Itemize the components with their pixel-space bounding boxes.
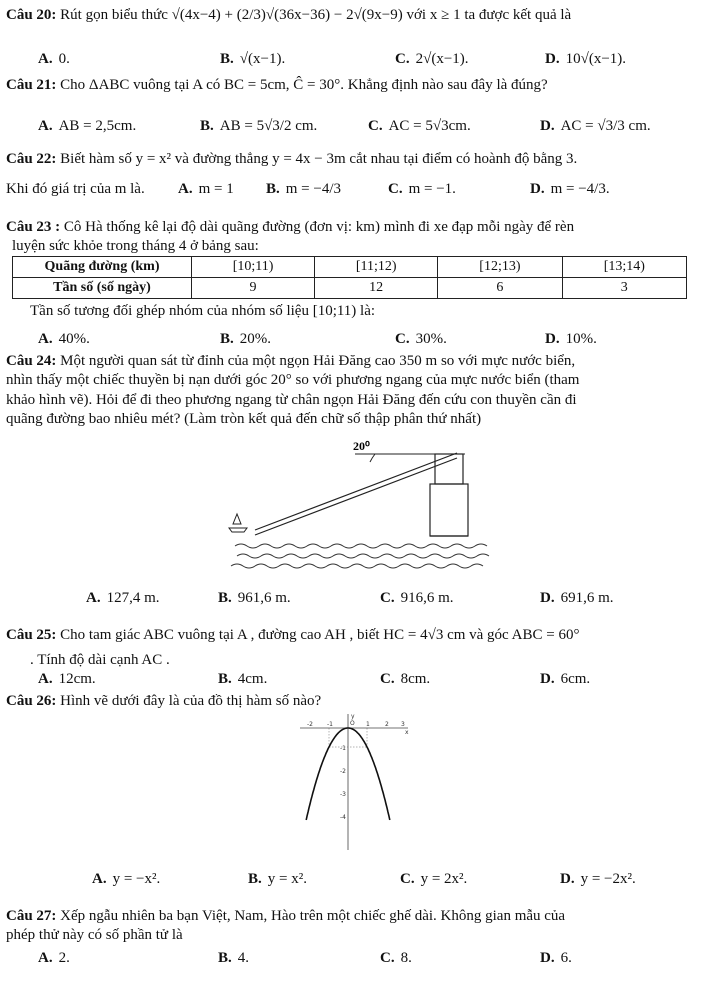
option-text: y = 2x². xyxy=(420,871,468,887)
y-tick-label: -4 xyxy=(340,814,346,821)
option-text: 8. xyxy=(400,950,412,966)
q23-option-a[interactable] xyxy=(38,330,90,348)
option-letter: C. xyxy=(380,950,395,966)
q26-text: Hình vẽ dưới đây là của đồ thị hàm số nào? xyxy=(60,693,322,709)
q26-option-c[interactable] xyxy=(400,870,467,888)
q23-label: Câu 23 : xyxy=(6,219,61,235)
q24-option-c[interactable] xyxy=(380,589,454,607)
option-text: 691,6 m. xyxy=(560,590,614,606)
option-letter: B. xyxy=(248,871,262,887)
table-row xyxy=(13,278,687,299)
q26-label: Câu 26: xyxy=(6,693,57,709)
q22-option-a[interactable] xyxy=(178,180,234,198)
option-text: m = 1 xyxy=(198,181,234,197)
frequency-table xyxy=(12,256,687,299)
option-letter: A. xyxy=(86,590,101,606)
x-tick-label: -1 xyxy=(327,721,333,728)
q25-option-b[interactable] xyxy=(218,670,267,688)
q22-option-d[interactable] xyxy=(530,180,610,198)
q26-option-d[interactable] xyxy=(560,870,636,888)
option-letter: C. xyxy=(400,871,415,887)
option-letter: C. xyxy=(395,51,410,67)
q21-option-a[interactable] xyxy=(38,117,136,135)
q27-text: Xếp ngẫu nhiên ba bạn Việt, Nam, Hào trên một chiếc ghế dài. Không gian mẫu của xyxy=(60,908,566,924)
option-letter: D. xyxy=(540,671,555,687)
option-letter: A. xyxy=(38,671,53,687)
q22-stem-2: Khi đó giá trị của m là. xyxy=(6,181,145,197)
q21-stem xyxy=(6,76,548,94)
q23-option-d[interactable] xyxy=(545,330,597,348)
option-text: 8cm. xyxy=(400,671,431,687)
q24-stem-4: quãng đường bao nhiêu mét? (Làm tròn kết quả đến chữ số thập phân thứ nhất) xyxy=(6,411,482,427)
option-text: 4. xyxy=(237,950,250,966)
q23-option-c[interactable] xyxy=(395,330,447,348)
option-text: 12cm. xyxy=(58,671,96,687)
option-letter: D. xyxy=(530,181,545,197)
option-text: AC = √3/3 cm. xyxy=(560,118,651,134)
option-letter: C. xyxy=(388,181,403,197)
q27-label: Câu 27: xyxy=(6,908,57,924)
q21-option-d[interactable] xyxy=(540,117,651,135)
option-letter: C. xyxy=(395,331,410,347)
option-text: 127,4 m. xyxy=(106,590,160,606)
q27-option-b[interactable] xyxy=(218,949,249,967)
table-header-cell: Tần số (số ngày) xyxy=(13,278,192,299)
q25-text: Cho tam giác ABC vuông tại A , đường cao AH , biết HC = 4√3 cm và góc ABC = 60° xyxy=(60,627,580,643)
option-text: 961,6 m. xyxy=(237,590,291,606)
table-cell: [11;12) xyxy=(315,257,438,278)
table-cell: [13;14) xyxy=(562,257,686,278)
option-letter: D. xyxy=(545,51,560,67)
q24-option-b[interactable] xyxy=(218,589,291,607)
x-axis-label: x xyxy=(405,729,409,736)
q24-text: Một người quan sát từ đỉnh của một ngọn Hải Đăng cao 350 m so với mực nước biển, xyxy=(60,353,576,369)
q21-option-b[interactable] xyxy=(200,117,317,135)
y-tick-label: -3 xyxy=(340,791,346,798)
option-text: AC = 5√3cm. xyxy=(388,118,471,134)
option-letter: B. xyxy=(220,51,234,67)
q23-question: Tần số tương đối ghép nhóm của nhóm số liệu [10;11) là: xyxy=(30,303,376,319)
option-letter: B. xyxy=(220,331,234,347)
option-letter: A. xyxy=(38,118,53,134)
q21-label: Câu 21: xyxy=(6,77,57,93)
option-letter: B. xyxy=(218,950,232,966)
option-text: 0. xyxy=(58,51,70,67)
option-text: m = −4/3. xyxy=(550,181,610,197)
q20-label: Câu 20: xyxy=(6,7,57,23)
option-text: 20%. xyxy=(239,331,272,347)
option-text: √(x−1). xyxy=(239,51,286,67)
q22-option-c[interactable] xyxy=(388,180,456,198)
option-letter: C. xyxy=(380,671,395,687)
y-axis-label: y xyxy=(351,713,355,720)
table-cell: 9 xyxy=(192,278,315,299)
angle-label: 20⁰ xyxy=(353,439,370,453)
option-text: y = −x². xyxy=(112,871,161,887)
q23-text: Cô Hà thống kê lại độ dài quãng đường (đơn vị: km) mình đi xe đạp mỗi ngày để rèn xyxy=(63,219,575,235)
q24-label: Câu 24: xyxy=(6,353,57,369)
q26-stem xyxy=(6,692,321,710)
q25-stem-2: . Tính độ dài cạnh AC . xyxy=(30,652,170,668)
option-text: m = −4/3 xyxy=(285,181,342,197)
option-text: AB = 2,5cm. xyxy=(58,118,137,134)
option-text: 4cm. xyxy=(237,671,268,687)
q27-stem-2: phép thử này có số phần tử là xyxy=(6,927,183,943)
q20-option-c[interactable] xyxy=(395,50,469,68)
option-text: 40%. xyxy=(58,331,90,347)
q20-text: Rút gọn biểu thức √(4x−4) + (2/3)√(36x−36) − 2√(9x−9) với x ≥ 1 ta được kết quả là xyxy=(60,7,572,23)
q23-option-b[interactable] xyxy=(220,330,271,348)
option-text: 10√(x−1). xyxy=(565,51,627,67)
sea-waves xyxy=(231,544,489,568)
q21-text: Cho ΔABC vuông tại A có BC = 5cm, Ĉ = 30°. Khẳng định nào sau đây là đúng? xyxy=(60,77,548,93)
q23-stem-2: luyện sức khỏe trong tháng 4 ở bảng sau: xyxy=(12,238,259,254)
q24-stem-2: nhìn thấy một chiếc thuyền bị nạn dưới góc 20° so với phương ngang của mực nước biển (tham xyxy=(6,372,580,388)
q27-option-d[interactable] xyxy=(540,949,572,967)
x-tick-label: -2 xyxy=(307,721,313,728)
q26-option-a[interactable] xyxy=(92,870,160,888)
q24-stem-3: khảo hình vẽ). Hỏi để đi theo phương ngang từ chân ngọn Hải Đăng đến cứu con thuyền cần đi xyxy=(6,392,577,408)
option-letter: B. xyxy=(266,181,280,197)
option-text: AB = 5√3/2 cm. xyxy=(219,118,318,134)
option-letter: B. xyxy=(218,590,232,606)
option-text: 10%. xyxy=(565,331,597,347)
table-row xyxy=(13,257,687,278)
x-tick-label: 3 xyxy=(401,721,405,728)
option-text: 6. xyxy=(560,950,572,966)
x-tick-label: 2 xyxy=(385,721,389,728)
option-text: 2√(x−1). xyxy=(415,51,469,67)
option-letter: A. xyxy=(178,181,193,197)
option-text: 916,6 m. xyxy=(400,590,454,606)
x-tick-label: 1 xyxy=(366,721,370,728)
lighthouse-diagram xyxy=(225,440,515,580)
boat-icon xyxy=(229,514,247,532)
q25-stem xyxy=(6,626,579,644)
table-cell: 3 xyxy=(562,278,686,299)
option-letter: B. xyxy=(218,671,232,687)
option-text: y = −2x². xyxy=(580,871,636,887)
q22-option-b[interactable] xyxy=(266,180,341,198)
q21-option-c[interactable] xyxy=(368,117,471,135)
table-cell: 12 xyxy=(315,278,438,299)
option-letter: D. xyxy=(540,950,555,966)
q27-option-c[interactable] xyxy=(380,949,412,967)
y-tick-label: -1 xyxy=(340,745,346,752)
q27-option-a[interactable] xyxy=(38,949,70,967)
option-text: y = x². xyxy=(267,871,307,887)
option-letter: D. xyxy=(545,331,560,347)
q22-stem xyxy=(6,150,577,168)
q24-stem xyxy=(6,352,575,370)
q20-option-d[interactable] xyxy=(545,50,626,68)
table-header-cell: Quãng đường (km) xyxy=(13,257,192,278)
option-text: 30%. xyxy=(415,331,447,347)
q20-option-a[interactable] xyxy=(38,50,70,68)
option-text: 6cm. xyxy=(560,671,591,687)
q20-stem xyxy=(6,6,571,24)
option-text: m = −1. xyxy=(408,181,456,197)
table-cell: [12;13) xyxy=(438,257,562,278)
q25-option-c[interactable] xyxy=(380,670,430,688)
origin-label: O xyxy=(350,720,355,727)
sight-line xyxy=(255,453,457,530)
q24-option-d[interactable] xyxy=(540,589,614,607)
option-text: 2. xyxy=(58,950,70,966)
option-letter: A. xyxy=(38,331,53,347)
option-letter: A. xyxy=(92,871,107,887)
q27-stem xyxy=(6,907,565,925)
option-letter: D. xyxy=(540,118,555,134)
q25-option-d[interactable] xyxy=(540,670,590,688)
option-letter: C. xyxy=(380,590,395,606)
option-letter: C. xyxy=(368,118,383,134)
q22-text: Biết hàm số y = x² và đường thẳng y = 4x − 3m cắt nhau tại điểm có hoành độ bằng 3. xyxy=(60,151,578,167)
q25-label: Câu 25: xyxy=(6,627,57,643)
q26-option-b[interactable] xyxy=(248,870,307,888)
parabola-graph xyxy=(296,712,416,852)
option-letter: B. xyxy=(200,118,214,134)
q23-stem xyxy=(6,218,574,236)
option-letter: D. xyxy=(540,590,555,606)
option-letter: A. xyxy=(38,51,53,67)
table-cell: 6 xyxy=(438,278,562,299)
option-letter: D. xyxy=(560,871,575,887)
y-tick-label: -2 xyxy=(340,768,346,775)
q20-option-b[interactable] xyxy=(220,50,285,68)
q24-option-a[interactable] xyxy=(86,589,160,607)
q25-option-a[interactable] xyxy=(38,670,96,688)
q22-label: Câu 22: xyxy=(6,151,57,167)
table-cell: [10;11) xyxy=(192,257,315,278)
option-letter: A. xyxy=(38,950,53,966)
